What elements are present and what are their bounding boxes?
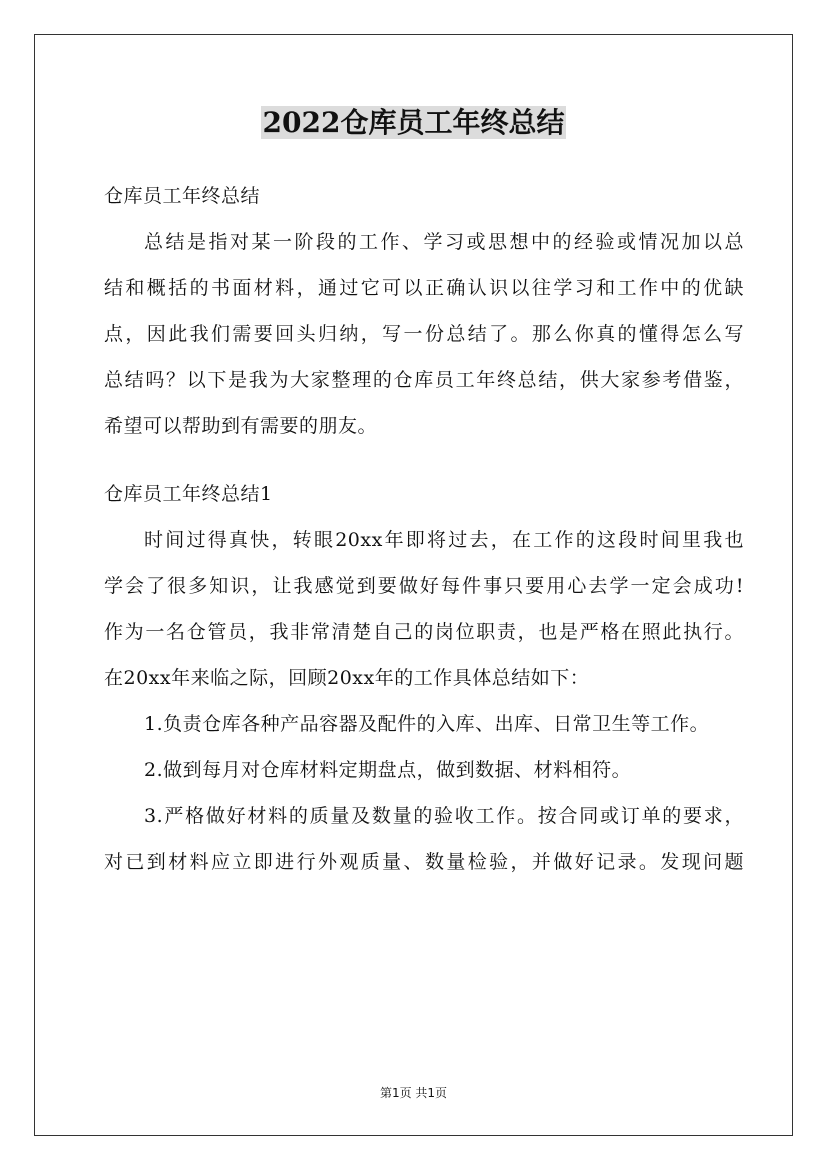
paragraph-line: 希望可以帮助到有需要的朋友。: [104, 415, 378, 437]
paragraph-line: 点，因此我们需要回头归纳，写一份总结了。那么你真的懂得怎么写: [104, 323, 744, 345]
paragraph-line: 时间过得真快，转眼20xx年即将过去，在工作的这段时间里我也: [144, 529, 744, 551]
section-heading: 仓库员工年终总结1: [104, 483, 273, 505]
document-body: [104, 173, 744, 885]
paragraph-line: 作为一名仓管员，我非常清楚自己的岗位职责，也是严格在照此执行。: [104, 621, 744, 643]
paragraph-line: 总结吗？以下是我为大家整理的仓库员工年终总结，供大家参考借鉴，: [104, 369, 744, 391]
page-footer: 第1页 共1页: [379, 1086, 448, 1100]
list-item: 3.严格做好材料的质量及数量的验收工作。按合同或订单的要求，: [144, 805, 744, 827]
paragraph-line: 学会了很多知识，让我感觉到要做好每件事只要用心去学一定会成功!: [104, 575, 744, 597]
paragraph-line: 结和概括的书面材料，通过它可以正确认识以往学习和工作中的优缺: [104, 277, 744, 299]
list-item: 1.负责仓库各种产品容器及配件的入库、出库、日常卫生等工作。: [144, 713, 710, 735]
list-item: 2.做到每月对仓库材料定期盘点，做到数据、材料相符。: [144, 759, 632, 781]
document-title: 2022仓库员工年终总结: [262, 106, 565, 139]
paragraph-line: 在20xx年来临之际，回顾20xx年的工作具体总结如下：: [104, 667, 590, 689]
paragraph-line: 总结是指对某一阶段的工作、学习或思想中的经验或情况加以总: [144, 231, 744, 253]
section-heading: 仓库员工年终总结: [104, 185, 261, 207]
paragraph-line: 对已到材料应立即进行外观质量、数量检验，并做好记录。发现问题: [104, 851, 744, 873]
